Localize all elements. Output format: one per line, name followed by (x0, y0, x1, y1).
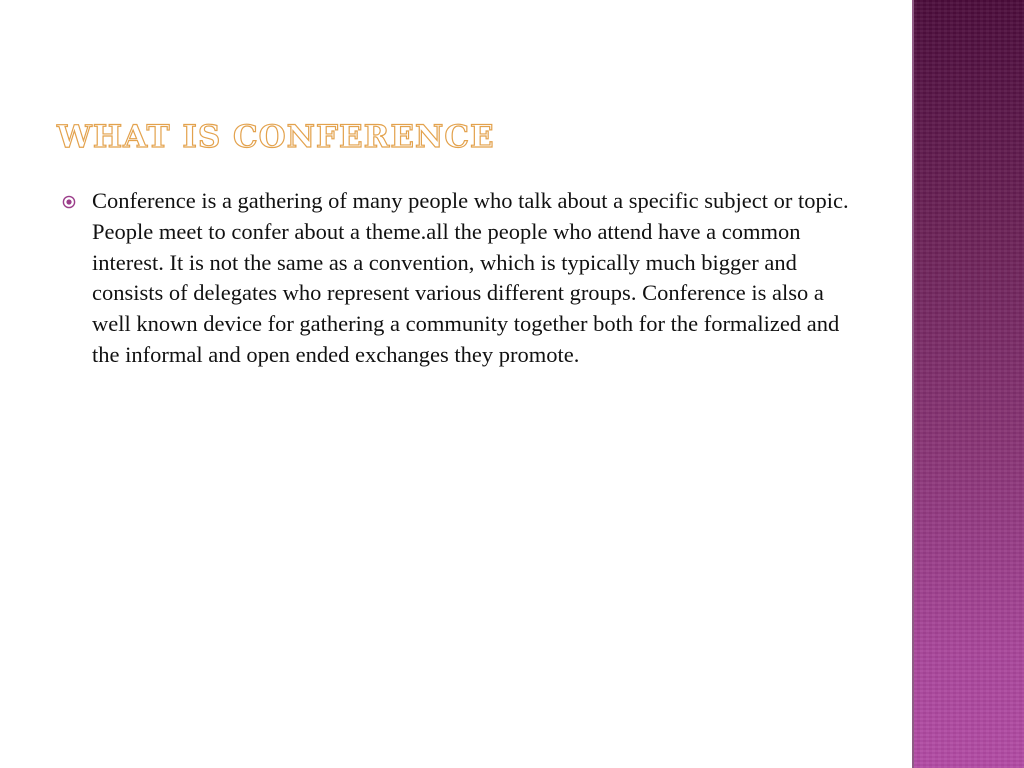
circled-dot-icon (62, 195, 76, 209)
side-band-texture (914, 0, 1024, 768)
bullet-text: Conference is a gathering of many people who talk about a specific subject or topic. People meet to confer about a theme.all the people who attend have a common interest. It is not the same as a convention, which is typically much bigger and consists of delegates who represent various different groups. Conference is also a well known device for gathering a community together both for the formalized and the informal and open ended exchanges they promote. (92, 188, 849, 367)
slide-title: WHAT IS CONFERENCE (57, 119, 495, 155)
bullet-list (62, 186, 852, 371)
decorative-side-band (912, 0, 1024, 768)
bullet-item (62, 186, 852, 371)
